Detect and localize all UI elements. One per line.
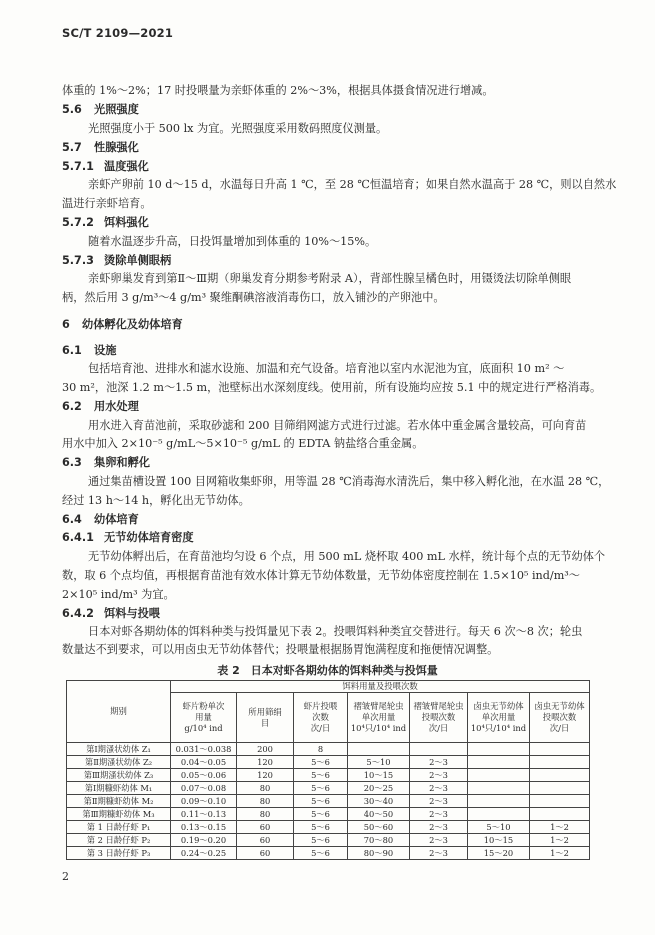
table-cell: 2～3 (410, 769, 468, 782)
table-cell: 5～6 (294, 795, 348, 808)
table-cell: 200 (237, 743, 294, 756)
table-cell: 1～2 (530, 821, 590, 834)
section-heading-5-7-3 (62, 254, 171, 268)
table-cell: 120 (237, 769, 294, 782)
table-header-period: 期别 (67, 681, 171, 743)
section-title: 幼体培育 (94, 513, 139, 526)
table-cell (530, 743, 590, 756)
table-cell: 5～10 (468, 821, 530, 834)
section-heading-6 (62, 318, 183, 332)
table-cell: 2～3 (410, 756, 468, 769)
table-cell: 1～2 (530, 834, 590, 847)
table-cell: 80 (237, 795, 294, 808)
table-column-header (348, 693, 410, 743)
text-line: 体重的 1%～2%；17 时投喂量为亲虾体重的 2%～3%，根据具体摄食情况进行增减。 (62, 84, 494, 97)
text-line: 温进行亲虾培育。 (62, 197, 152, 210)
table-cell: 120 (237, 756, 294, 769)
section-number: 5.7.1 (62, 160, 94, 173)
column-header-line: g/10⁴ ind (184, 723, 223, 733)
column-header-line: 卤虫无节幼体 (534, 701, 585, 711)
table-cell: 0.13～0.15 (171, 821, 237, 834)
table-cell (530, 756, 590, 769)
table-row (67, 756, 590, 769)
table-column-header (410, 693, 468, 743)
table-column-header (294, 693, 348, 743)
section-title: 温度强化 (104, 160, 149, 173)
table-cell-period: 第Ⅱ期溞状幼体 Z₂ (67, 756, 171, 769)
text-line: 包括培育池、进排水和滤水设施、加温和充气设备。培育池以室内水泥池为宜，底面积 10 m² ～ (88, 362, 565, 375)
section-title: 饵料强化 (104, 216, 149, 229)
text-line: 随着水温逐步升高，日投饵量增加到体重的 10%～15%。 (88, 235, 377, 248)
section-title: 用水处理 (94, 400, 139, 413)
table-cell: 5～6 (294, 808, 348, 821)
table-cell-period: 第Ⅱ期糠虾幼体 M₂ (67, 795, 171, 808)
table-cell: 0.05～0.06 (171, 769, 237, 782)
table-cell (530, 808, 590, 821)
table-cell: 0.24～0.25 (171, 847, 237, 860)
column-header-line: 次/日 (549, 723, 570, 733)
section-number: 6.1 (62, 344, 82, 357)
table-cell: 30～40 (348, 795, 410, 808)
table-row (67, 808, 590, 821)
section-heading-5-7-1 (62, 160, 149, 174)
text-line: 数，取 6 个点均值，再根据育苗池有效水体计算无节幼体数量，无节幼体密度控制在 1.5×10⁵ ind/m³～ (62, 569, 580, 582)
section-number: 6.4 (62, 513, 82, 526)
table-cell: 5～6 (294, 756, 348, 769)
table-column-header (171, 693, 237, 743)
table-cell (468, 795, 530, 808)
table-cell-period: 第Ⅲ期溞状幼体 Z₃ (67, 769, 171, 782)
table-cell: 60 (237, 847, 294, 860)
table-column-header (530, 693, 590, 743)
column-header-line: 次/日 (428, 723, 449, 733)
text-line: 光照强度小于 500 lx 为宜。光照强度采用数码照度仪测量。 (88, 122, 388, 135)
section-title: 设施 (94, 344, 117, 357)
table-cell: 80～90 (348, 847, 410, 860)
table-cell: 15～20 (468, 847, 530, 860)
table-row (67, 821, 590, 834)
table-cell-period: 第 2 日龄仔虾 P₂ (67, 834, 171, 847)
table-cell: 2～3 (410, 834, 468, 847)
table-cell: 2～3 (410, 795, 468, 808)
table-cell-period: 第 3 日龄仔虾 P₃ (67, 847, 171, 860)
table-cell: 5～6 (294, 769, 348, 782)
table-cell (468, 782, 530, 795)
section-heading-6-4-2 (62, 607, 160, 621)
text-line: 2×10⁵ ind/m³ 为宜。 (62, 588, 175, 601)
table-cell (468, 769, 530, 782)
document-header: SC/T 2109—2021 (62, 26, 174, 40)
feed-table (66, 680, 590, 860)
table-column-header (237, 693, 294, 743)
column-header-line: 次/日 (310, 723, 331, 733)
table-cell: 10～15 (348, 769, 410, 782)
text-line: 数量达不到要求，可以用卤虫无节幼体替代；投喂量根据肠胃饱满程度和拖便情况调整。 (62, 643, 499, 656)
table-cell: 70～80 (348, 834, 410, 847)
text-line: 柄，然后用 3 g/m³～4 g/m³ 聚维酮碘溶液消毒伤口，放入铺沙的产卵池中。 (62, 291, 445, 304)
table-cell (468, 756, 530, 769)
section-number: 6.2 (62, 400, 82, 413)
table-column-header (468, 693, 530, 743)
section-heading-6-4 (62, 513, 139, 527)
text-line: 经过 13 h～14 h，孵化出无节幼体。 (62, 494, 250, 507)
page-number: 2 (62, 870, 69, 883)
column-header-line: 用量 (195, 712, 212, 722)
table-cell: 20～25 (348, 782, 410, 795)
section-number: 6.3 (62, 456, 82, 469)
table-cell: 10～15 (468, 834, 530, 847)
column-header-line: 投喂次数 (542, 712, 577, 722)
table-cell: 2～3 (410, 782, 468, 795)
text-line: 亲虾卵巢发育到第Ⅱ～Ⅲ期（卵巢发育分期参考附录 A），背部性腺呈橘色时，用镊烫法切除单侧眼 (88, 272, 572, 285)
section-title: 光照强度 (94, 103, 139, 116)
text-line: 无节幼体孵出后，在育苗池均匀设 6 个点，用 500 mL 烧杯取 400 mL 水样，统计每个点的无节幼体个 (88, 550, 606, 563)
section-title: 性腺强化 (94, 141, 139, 154)
table-cell: 0.07～0.08 (171, 782, 237, 795)
table-row (67, 834, 590, 847)
column-header-line: 投喂次数 (421, 712, 456, 722)
section-number: 5.7.2 (62, 216, 94, 229)
column-header-line: 褶皱臂尾轮虫 (353, 701, 404, 711)
table-row (67, 847, 590, 860)
column-header-line: 所用筛绢 (248, 706, 282, 717)
table-cell: 80 (237, 808, 294, 821)
table-cell (348, 743, 410, 756)
table-cell: 2～3 (410, 808, 468, 821)
table-cell: 1～2 (530, 847, 590, 860)
column-header-line: 单次用量 (361, 712, 396, 722)
table-row (67, 769, 590, 782)
column-header-line: 次数 (312, 712, 329, 722)
table-cell: 40～50 (348, 808, 410, 821)
table-cell: 60 (237, 821, 294, 834)
section-heading-6-3 (62, 456, 150, 470)
section-number: 5.6 (62, 103, 82, 116)
table-cell: 8 (294, 743, 348, 756)
section-number: 6.4.2 (62, 607, 94, 620)
table-cell: 2～3 (410, 847, 468, 860)
section-title: 烫除单侧眼柄 (104, 254, 172, 267)
text-line: 用水进入育苗池前，采取砂滤和 200 目筛绢网滤方式进行过滤。若水体中重金属含量较高，可向育苗 (88, 419, 587, 432)
section-title: 集卵和孵化 (94, 456, 150, 469)
column-header-line: 10⁴只/10⁴ ind (350, 723, 407, 733)
table-row (67, 743, 590, 756)
table-cell: 5～6 (294, 821, 348, 834)
section-heading-5-7 (62, 141, 139, 155)
table-caption: 表 2 日本对虾各期幼体的饵料种类与投饵量 (217, 664, 438, 677)
section-title: 饵料与投喂 (104, 607, 160, 620)
table-cell: 5～6 (294, 847, 348, 860)
section-heading-6-1 (62, 344, 116, 358)
table-cell: 50～60 (348, 821, 410, 834)
text-line: 亲虾产卵前 10 d～15 d，水温每日升高 1 ℃，至 28 ℃恒温培育；如果自然水温高于 28 ℃，则以自然水 (88, 178, 617, 191)
section-title: 幼体孵化及幼体培育 (82, 318, 183, 331)
table-cell-period: 第 1 日龄仔虾 P₁ (67, 821, 171, 834)
table-cell: 0.09～0.10 (171, 795, 237, 808)
table-cell (410, 743, 468, 756)
table-header-group: 饵料用量及投喂次数 (171, 681, 590, 693)
column-header-line: 褶皱臂尾轮虫 (413, 701, 464, 711)
table-cell-period: 第Ⅲ期糠虾幼体 M₃ (67, 808, 171, 821)
column-header-line: 虾片投喂 (303, 701, 338, 711)
table-cell: 0.04～0.05 (171, 756, 237, 769)
section-title: 无节幼体培育密度 (104, 531, 194, 544)
section-number: 6.4.1 (62, 531, 94, 544)
table-cell: 0.11～0.13 (171, 808, 237, 821)
section-number: 5.7.3 (62, 254, 94, 267)
column-header-line: 卤虫无节幼体 (473, 701, 524, 711)
table-cell (468, 743, 530, 756)
text-line: 日本对虾各期幼体的饵料种类与投饵量见下表 2。投喂饵料种类宜交替进行。每天 6 次～8 次；轮虫 (88, 625, 583, 638)
table-cell-period: 第Ⅰ期溞状幼体 Z₁ (67, 743, 171, 756)
table-cell: 0.031～0.038 (171, 743, 237, 756)
table-cell (530, 782, 590, 795)
section-number: 6 (62, 318, 70, 331)
section-heading-6-2 (62, 400, 139, 414)
table-cell: 5～10 (348, 756, 410, 769)
table-cell (530, 795, 590, 808)
table-cell: 5～6 (294, 834, 348, 847)
section-heading-5-6 (62, 103, 139, 117)
column-header-line: 目 (260, 717, 270, 728)
text-line: 通过集苗槽设置 100 目网箱收集虾卵，用等温 28 ℃消毒海水清洗后，集中移入孵化池，在水温 28 ℃， (88, 475, 610, 488)
table-cell: 2～3 (410, 821, 468, 834)
section-heading-5-7-2 (62, 216, 149, 230)
table-row (67, 782, 590, 795)
text-line: 用水中加入 2×10⁻⁵ g/mL～5×10⁻⁵ g/mL 的 EDTA 钠盐络合重金属。 (62, 437, 424, 450)
table-cell-period: 第Ⅰ期糠虾幼体 M₁ (67, 782, 171, 795)
column-header-line: 单次用量 (481, 712, 516, 722)
column-header-line: 虾片粉单次 (182, 701, 225, 711)
text-line: 30 m²，池深 1.2 m～1.5 m，池壁标出水深刻度线。使用前，所有设施均应按 5.1 中的规定进行严格消毒。 (62, 381, 602, 394)
column-header-line: 10⁴只/10⁴ ind (470, 723, 527, 733)
table-cell: 5～6 (294, 782, 348, 795)
table-cell: 60 (237, 834, 294, 847)
section-heading-6-4-1 (62, 531, 194, 545)
section-number: 5.7 (62, 141, 82, 154)
table-row (67, 795, 590, 808)
table-cell (530, 769, 590, 782)
table-cell: 80 (237, 782, 294, 795)
table-cell (468, 808, 530, 821)
table-cell: 0.19～0.20 (171, 834, 237, 847)
